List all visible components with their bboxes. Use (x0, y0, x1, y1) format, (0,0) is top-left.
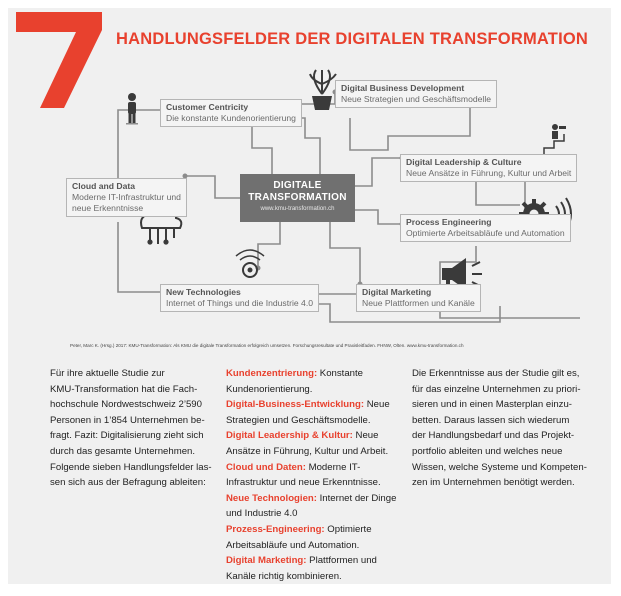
field-text: Optimierte (324, 523, 372, 535)
field-text: Plattformen und (306, 555, 377, 567)
node-cloud-and-data (66, 178, 187, 217)
connector-line (258, 222, 280, 268)
field-text: Konstante (317, 368, 364, 379)
field-text: Neue (364, 399, 390, 411)
node-subtitle: Moderne IT-Infrastruktur und (72, 192, 181, 202)
field-line (226, 428, 408, 444)
node-title: Digital Marketing (362, 287, 432, 297)
paragraph-line: für das einzelne Unternehmen zu priori- (412, 383, 581, 395)
field-label: Digital Leadership & Kultur: (226, 430, 353, 442)
node-title: Process Engineering (406, 217, 492, 227)
center-url: www.kmu-transformation.ch (260, 206, 335, 212)
center-digital-transformation (240, 174, 355, 222)
text-column-middle (226, 366, 408, 584)
connector-line (118, 222, 160, 292)
node-title: Digital Leadership & Culture (406, 157, 522, 167)
paragraph-line: der Handlungsbedarf und das Projekt- (412, 430, 575, 442)
field-label: Neue Technologien: (226, 492, 317, 504)
node-title: New Technologies (166, 287, 241, 297)
connector-line (185, 176, 240, 198)
paragraph-line: Für ihre aktuelle Studie zur (50, 368, 165, 379)
node-new-technologies (160, 284, 319, 312)
node-subtitle: Neue Plattformen und Kanäle (362, 298, 475, 308)
node-digital-business-development (335, 80, 497, 108)
paragraph-line: zen im Unternehmen benötigt werden. (412, 477, 575, 489)
leader-stairs-icon (534, 124, 566, 155)
field-label: Prozess-Engineering: (226, 523, 325, 535)
paragraph-line: durch das gesamte Unternehmen. (50, 445, 196, 457)
node-digital-marketing (356, 284, 481, 312)
node-digital-leadership-culture (400, 154, 577, 182)
field-text: und Industrie 4.0 (226, 508, 298, 520)
node-subtitle: Neue Ansätze in Führung, Kultur und Arbeit (406, 168, 572, 178)
center-line-1: DIGITALE (273, 180, 322, 191)
connector-line (118, 110, 160, 188)
node-subtitle: Neue Strategien und Geschäftsmodelle (341, 94, 492, 104)
node-title: Cloud and Data (72, 181, 136, 191)
field-text: Neue (352, 430, 379, 442)
paragraph-line: fragt. Fazit: Digitalisierung zieht sich (50, 430, 204, 442)
field-label: Digital Marketing: (226, 555, 307, 567)
node-process-engineering (400, 214, 571, 242)
field-text: Infrastruktur und neue Erkenntnisse. (226, 477, 381, 489)
field-text: Moderne IT- (305, 461, 361, 473)
field-line (226, 522, 408, 538)
center-line-2: TRANSFORMATION (248, 192, 347, 203)
field-label: Kundenzentrierung: (226, 368, 318, 379)
paragraph-line: Die Erkenntnisse aus der Studie gilt es, (412, 368, 580, 379)
field-line (226, 397, 408, 413)
field-label: Digital-Business-Entwicklung: (226, 399, 365, 411)
field-text: Internet der Dinge (316, 492, 397, 504)
paragraph-line: portfolio ableiten und welches neue (412, 445, 563, 457)
paragraph-line: Personen in 1’854 Unternehmen be- (50, 414, 205, 426)
connector-line (355, 210, 402, 224)
field-label: Cloud und Daten: (226, 461, 306, 473)
node-subtitle: Optimierte Arbeitsabläufe und Automation (406, 228, 565, 238)
field-line (226, 460, 408, 476)
text-column-right (412, 366, 608, 491)
field-line (226, 538, 408, 554)
iot-icon (236, 250, 264, 277)
node-title: Customer Centricity (166, 102, 249, 112)
field-line (226, 475, 408, 491)
paragraph-line: Folgende sieben Handlungsfelder las- (50, 461, 212, 473)
paragraph-line: betten. Daraus lassen sich wiederum (412, 414, 570, 426)
field-text: Ansätze in Führung, Kultur und Arbeit. (226, 445, 389, 457)
source-citation: Peter, Marc K. (Hrsg.) 2017: KMU-Transformation: Als KMU die digitale Transformation erfolgreich umsetzen. Forschungsresultate und Praxisleitfaden. FHNW, Olten. www.kmu-transformation.ch (70, 343, 464, 348)
connector-line (330, 222, 360, 284)
field-text: Kanäle richtig kombinieren. (226, 570, 342, 582)
field-line (226, 366, 408, 382)
field-text: Strategien und Geschäftsmodelle. (226, 414, 371, 426)
field-line (226, 444, 408, 460)
field-line (226, 491, 408, 507)
field-line (226, 382, 408, 398)
node-subtitle: Internet of Things und die Industrie 4.0 (166, 298, 313, 308)
field-line (226, 413, 408, 429)
paragraph-line: KMU-Transformation hat die Fach- (50, 383, 198, 395)
field-line (226, 569, 408, 585)
field-line (226, 553, 408, 569)
paragraph-line: Wissen, welche Systeme und Kompeten- (412, 461, 587, 473)
page-title: HANDLUNGSFELDER DER DIGITALEN TRANSFORMATION (116, 30, 589, 48)
connector-line (476, 180, 520, 205)
field-text: Arbeitsabläufe und Automation. (226, 539, 360, 551)
connector-line (350, 102, 470, 150)
connector-line (355, 158, 402, 186)
node-title: Digital Business Development (341, 83, 465, 93)
paragraph-line: sieren und in einen Masterplan einzu- (412, 399, 572, 411)
paragraph-line: sen sich aus der Befragung ableiten: (50, 477, 206, 489)
paragraph-line: hochschule Nordwestschweiz 2’590 (50, 399, 202, 411)
node-customer-centricity (160, 99, 302, 127)
text-column-left (50, 366, 220, 491)
node-subtitle: neue Erkenntnisse (72, 203, 144, 213)
field-text: Kundenorientierung. (226, 383, 313, 395)
field-line (226, 506, 408, 522)
person-icon (126, 93, 138, 125)
node-subtitle: Die konstante Kundenorientierung (166, 113, 296, 123)
